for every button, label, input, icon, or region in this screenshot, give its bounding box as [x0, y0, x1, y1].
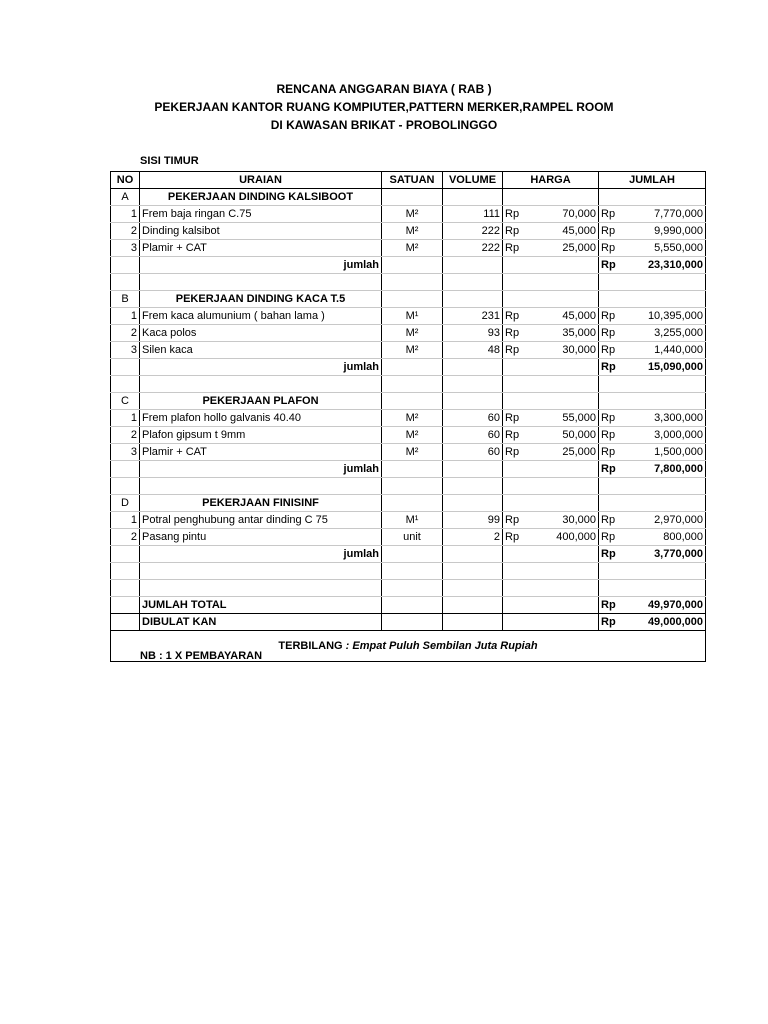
harga-rp-cell [503, 597, 534, 614]
item-harga: 400,000 [534, 529, 599, 546]
header-satuan: SATUAN [382, 172, 443, 189]
no-cell [111, 274, 140, 291]
jumlah-cell [631, 274, 706, 291]
title-line-1: RENCANA ANGGARAN BIAYA ( RAB ) [276, 82, 492, 96]
total-rp: Rp [599, 597, 631, 614]
jumlah-cell [631, 563, 706, 580]
blank-row [111, 580, 706, 597]
item-jumlah-rp: Rp [599, 427, 631, 444]
item-jumlah: 5,550,000 [631, 240, 706, 257]
volume-cell [443, 563, 503, 580]
item-uraian: Plamir + CAT [140, 240, 382, 257]
item-jumlah-rp: Rp [599, 223, 631, 240]
harga-cell [534, 546, 599, 563]
item-satuan: M² [382, 444, 443, 461]
item-jumlah: 2,970,000 [631, 512, 706, 529]
subtotal-label: jumlah [140, 257, 382, 274]
total-value: 49,000,000 [631, 614, 706, 631]
harga-cell [534, 393, 599, 410]
section-row [111, 495, 706, 512]
item-volume: 60 [443, 427, 503, 444]
rab-table [110, 171, 706, 662]
total-label: DIBULAT KAN [140, 614, 382, 631]
subtotal-rp: Rp [599, 359, 631, 376]
harga-cell [534, 614, 599, 631]
jumlah-cell [631, 580, 706, 597]
jumlah-cell [631, 393, 706, 410]
no-cell [111, 563, 140, 580]
blank-row [111, 563, 706, 580]
subtotal-value: 7,800,000 [631, 461, 706, 478]
item-jumlah: 1,440,000 [631, 342, 706, 359]
satuan-cell [382, 359, 443, 376]
item-no: 3 [111, 444, 140, 461]
subtotal-label: jumlah [140, 461, 382, 478]
volume-cell [443, 274, 503, 291]
item-satuan: unit [382, 529, 443, 546]
item-harga-rp: Rp [503, 512, 534, 529]
harga-rp-cell [503, 546, 534, 563]
item-no: 1 [111, 512, 140, 529]
item-harga: 45,000 [534, 223, 599, 240]
volume-cell [443, 580, 503, 597]
item-jumlah-rp: Rp [599, 308, 631, 325]
jumlah-cell [631, 291, 706, 308]
header-row [111, 172, 706, 189]
item-harga-rp: Rp [503, 325, 534, 342]
subtotal-rp: Rp [599, 546, 631, 563]
jumlah-cell [631, 478, 706, 495]
item-no: 2 [111, 223, 140, 240]
item-harga-rp: Rp [503, 342, 534, 359]
item-satuan: M¹ [382, 512, 443, 529]
harga-rp-cell [503, 461, 534, 478]
uraian-cell [140, 563, 382, 580]
jumlah-rp-cell [599, 376, 631, 393]
total-rp: Rp [599, 614, 631, 631]
header-volume: VOLUME [443, 172, 503, 189]
satuan-cell [382, 580, 443, 597]
volume-cell [443, 495, 503, 512]
subtotal-value: 3,770,000 [631, 546, 706, 563]
harga-cell [534, 461, 599, 478]
total-label: JUMLAH TOTAL [140, 597, 382, 614]
harga-rp-cell [503, 257, 534, 274]
title-line-2: PEKERJAAN KANTOR RUANG KOMPIUTER,PATTERN MERKER,RAMPEL ROOM [154, 100, 614, 114]
item-satuan: M² [382, 206, 443, 223]
item-jumlah-rp: Rp [599, 240, 631, 257]
subtotal-row [111, 461, 706, 478]
no-cell [111, 376, 140, 393]
item-row [111, 444, 706, 461]
subtotal-label: jumlah [140, 359, 382, 376]
uraian-cell [140, 274, 382, 291]
title-line-3: DI KAWASAN BRIKAT - PROBOLINGGO [270, 118, 498, 132]
item-jumlah-rp: Rp [599, 342, 631, 359]
harga-rp-cell [503, 563, 534, 580]
item-jumlah-rp: Rp [599, 410, 631, 427]
item-row [111, 308, 706, 325]
item-volume: 99 [443, 512, 503, 529]
header-no: NO [111, 172, 140, 189]
harga-cell [534, 291, 599, 308]
satuan-cell [382, 393, 443, 410]
jumlah-rp-cell [599, 274, 631, 291]
item-jumlah: 9,990,000 [631, 223, 706, 240]
item-no: 2 [111, 325, 140, 342]
blank-row [111, 376, 706, 393]
item-jumlah: 7,770,000 [631, 206, 706, 223]
item-no: 3 [111, 342, 140, 359]
item-harga: 70,000 [534, 206, 599, 223]
sisi-label: SISI TIMUR [140, 155, 199, 167]
item-jumlah: 3,300,000 [631, 410, 706, 427]
item-row [111, 342, 706, 359]
item-harga: 25,000 [534, 240, 599, 257]
harga-rp-cell [503, 274, 534, 291]
volume-cell [443, 597, 503, 614]
item-harga: 55,000 [534, 410, 599, 427]
jumlah-cell [631, 495, 706, 512]
item-harga: 35,000 [534, 325, 599, 342]
item-uraian: Pasang pintu [140, 529, 382, 546]
jumlah-rp-cell [599, 189, 631, 206]
document-title-block [0, 80, 768, 134]
jumlah-rp-cell [599, 495, 631, 512]
item-jumlah: 3,255,000 [631, 325, 706, 342]
harga-cell [534, 359, 599, 376]
item-uraian: Frem kaca alumunium ( bahan lama ) [140, 308, 382, 325]
no-cell [111, 580, 140, 597]
item-row [111, 240, 706, 257]
section-row [111, 291, 706, 308]
jumlah-rp-cell [599, 291, 631, 308]
satuan-cell [382, 274, 443, 291]
section-title: PEKERJAAN FINISINF [140, 495, 382, 512]
volume-cell [443, 376, 503, 393]
item-row [111, 223, 706, 240]
item-jumlah: 1,500,000 [631, 444, 706, 461]
item-jumlah: 10,395,000 [631, 308, 706, 325]
no-cell [111, 461, 140, 478]
volume-cell [443, 291, 503, 308]
item-volume: 48 [443, 342, 503, 359]
harga-rp-cell [503, 495, 534, 512]
volume-cell [443, 393, 503, 410]
item-satuan: M² [382, 223, 443, 240]
item-harga: 45,000 [534, 308, 599, 325]
satuan-cell [382, 257, 443, 274]
item-no: 1 [111, 410, 140, 427]
header-harga: HARGA [503, 172, 599, 189]
harga-rp-cell [503, 291, 534, 308]
jumlah-rp-cell [599, 393, 631, 410]
item-volume: 231 [443, 308, 503, 325]
jumlah-rp-cell [599, 478, 631, 495]
volume-cell [443, 546, 503, 563]
subtotal-row [111, 257, 706, 274]
item-uraian: Frem baja ringan C.75 [140, 206, 382, 223]
subtotal-row [111, 546, 706, 563]
section-code: C [111, 393, 140, 410]
item-row [111, 512, 706, 529]
item-satuan: M² [382, 325, 443, 342]
satuan-cell [382, 189, 443, 206]
uraian-cell [140, 376, 382, 393]
nb-note: NB : 1 X PEMBAYARAN [140, 650, 263, 662]
item-jumlah: 3,000,000 [631, 427, 706, 444]
item-uraian: Kaca polos [140, 325, 382, 342]
item-no: 3 [111, 240, 140, 257]
header-uraian: URAIAN [140, 172, 382, 189]
item-harga-rp: Rp [503, 206, 534, 223]
harga-cell [534, 376, 599, 393]
item-volume: 222 [443, 223, 503, 240]
item-satuan: M¹ [382, 308, 443, 325]
satuan-cell [382, 478, 443, 495]
item-uraian: Plafon gipsum t 9mm [140, 427, 382, 444]
harga-cell [534, 478, 599, 495]
uraian-cell [140, 478, 382, 495]
terbilang-text: : Empat Puluh Sembilan Juta Rupiah [342, 640, 538, 652]
subtotal-rp: Rp [599, 461, 631, 478]
satuan-cell [382, 563, 443, 580]
no-cell [111, 614, 140, 631]
item-satuan: M² [382, 427, 443, 444]
item-jumlah-rp: Rp [599, 512, 631, 529]
item-satuan: M² [382, 240, 443, 257]
subtotal-value: 23,310,000 [631, 257, 706, 274]
satuan-cell [382, 495, 443, 512]
subtotal-value: 15,090,000 [631, 359, 706, 376]
no-cell [111, 257, 140, 274]
harga-cell [534, 597, 599, 614]
section-title: PEKERJAAN DINDING KACA T.5 [140, 291, 382, 308]
item-uraian: Plamir + CAT [140, 444, 382, 461]
item-harga-rp: Rp [503, 223, 534, 240]
item-no: 2 [111, 529, 140, 546]
item-harga-rp: Rp [503, 240, 534, 257]
satuan-cell [382, 376, 443, 393]
item-row [111, 410, 706, 427]
subtotal-rp: Rp [599, 257, 631, 274]
harga-cell [534, 189, 599, 206]
item-harga-rp: Rp [503, 410, 534, 427]
item-harga: 50,000 [534, 427, 599, 444]
item-volume: 60 [443, 444, 503, 461]
satuan-cell [382, 546, 443, 563]
item-harga-rp: Rp [503, 308, 534, 325]
satuan-cell [382, 461, 443, 478]
item-volume: 60 [443, 410, 503, 427]
item-volume: 93 [443, 325, 503, 342]
item-harga-rp: Rp [503, 444, 534, 461]
terbilang-label: TERBILANG [278, 640, 343, 652]
item-harga: 30,000 [534, 512, 599, 529]
harga-cell [534, 495, 599, 512]
jumlah-rp-cell [599, 563, 631, 580]
item-harga: 30,000 [534, 342, 599, 359]
satuan-cell [382, 614, 443, 631]
section-code: B [111, 291, 140, 308]
total-value: 49,970,000 [631, 597, 706, 614]
harga-cell [534, 563, 599, 580]
subtotal-row [111, 359, 706, 376]
harga-cell [534, 580, 599, 597]
harga-cell [534, 274, 599, 291]
section-row [111, 393, 706, 410]
blank-row [111, 478, 706, 495]
item-row [111, 529, 706, 546]
volume-cell [443, 359, 503, 376]
volume-cell [443, 478, 503, 495]
jumlah-rp-cell [599, 580, 631, 597]
volume-cell [443, 461, 503, 478]
harga-rp-cell [503, 580, 534, 597]
item-uraian: Silen kaca [140, 342, 382, 359]
section-row [111, 189, 706, 206]
harga-rp-cell [503, 376, 534, 393]
item-no: 2 [111, 427, 140, 444]
section-title: PEKERJAAN DINDING KALSIBOOT [140, 189, 382, 206]
item-jumlah-rp: Rp [599, 325, 631, 342]
item-row [111, 427, 706, 444]
item-volume: 222 [443, 240, 503, 257]
section-title: PEKERJAAN PLAFON [140, 393, 382, 410]
total-row [111, 597, 706, 614]
item-no: 1 [111, 308, 140, 325]
uraian-cell [140, 580, 382, 597]
blank-row [111, 274, 706, 291]
jumlah-cell [631, 376, 706, 393]
header-jumlah: JUMLAH [599, 172, 706, 189]
item-harga: 25,000 [534, 444, 599, 461]
harga-rp-cell [503, 614, 534, 631]
satuan-cell [382, 291, 443, 308]
harga-cell [534, 257, 599, 274]
item-uraian: Dinding kalsibot [140, 223, 382, 240]
item-volume: 2 [443, 529, 503, 546]
no-cell [111, 359, 140, 376]
no-cell [111, 546, 140, 563]
volume-cell [443, 189, 503, 206]
item-harga-rp: Rp [503, 427, 534, 444]
item-jumlah-rp: Rp [599, 444, 631, 461]
satuan-cell [382, 597, 443, 614]
item-uraian: Potral penghubung antar dinding C 75 [140, 512, 382, 529]
item-no: 1 [111, 206, 140, 223]
item-row [111, 206, 706, 223]
jumlah-cell [631, 189, 706, 206]
item-satuan: M² [382, 342, 443, 359]
item-uraian: Frem plafon hollo galvanis 40.40 [140, 410, 382, 427]
volume-cell [443, 614, 503, 631]
item-jumlah: 800,000 [631, 529, 706, 546]
item-volume: 111 [443, 206, 503, 223]
item-jumlah-rp: Rp [599, 529, 631, 546]
harga-rp-cell [503, 359, 534, 376]
item-row [111, 325, 706, 342]
section-code: A [111, 189, 140, 206]
item-satuan: M² [382, 410, 443, 427]
no-cell [111, 478, 140, 495]
harga-rp-cell [503, 478, 534, 495]
volume-cell [443, 257, 503, 274]
total-row [111, 614, 706, 631]
harga-rp-cell [503, 393, 534, 410]
no-cell [111, 597, 140, 614]
harga-rp-cell [503, 189, 534, 206]
item-jumlah-rp: Rp [599, 206, 631, 223]
section-code: D [111, 495, 140, 512]
item-harga-rp: Rp [503, 529, 534, 546]
subtotal-label: jumlah [140, 546, 382, 563]
